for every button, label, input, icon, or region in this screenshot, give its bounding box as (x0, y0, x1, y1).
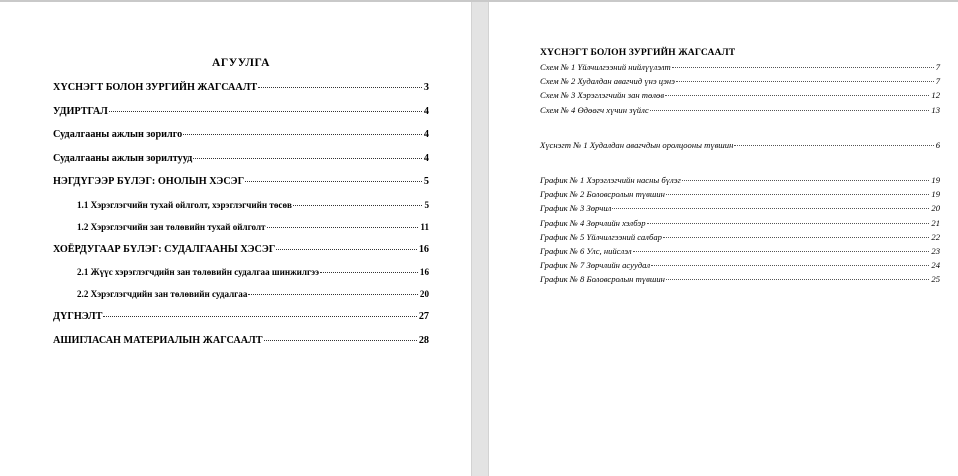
dot-leader (293, 204, 423, 206)
scheme-entry-label: Схем № 1 Үйлчилгээний нийлүүлэлт (540, 62, 671, 72)
dot-leader (612, 207, 929, 209)
dot-leader (245, 180, 422, 182)
toc-entry-label: ХҮСНЭГТ БОЛОН ЗУРГИЙН ЖАГСААЛТ (53, 82, 258, 93)
graph-entry[interactable] (540, 218, 940, 228)
list-spacer-2 (540, 154, 940, 175)
dot-leader (276, 248, 417, 250)
graph-entry-page-number: 19 (931, 189, 940, 200)
scheme-entry-page-number: 12 (931, 90, 940, 101)
dot-leader (109, 110, 422, 112)
dot-leader (193, 157, 422, 159)
graph-entry-label: График № 6 Улс, нийслэл (540, 245, 632, 256)
graph-entry-page-number: 21 (931, 217, 940, 228)
toc-entry[interactable] (53, 176, 429, 187)
toc-entry[interactable] (53, 289, 429, 299)
toc-entry[interactable] (53, 82, 429, 93)
dot-leader (734, 144, 933, 146)
dot-leader (663, 236, 929, 238)
toc-entry[interactable] (53, 335, 429, 346)
graph-list (540, 175, 940, 284)
toc-entry[interactable] (53, 244, 429, 255)
toc-entry-page-number: 16 (419, 267, 429, 277)
dot-leader (183, 133, 422, 135)
dot-leader (258, 86, 422, 88)
scheme-entry-page-number: 7 (935, 76, 940, 87)
toc-entry-page-number: 4 (423, 152, 429, 164)
toc-entry-label: АШИГЛАСАН МАТЕРИАЛЫН ЖАГСААЛТ (53, 334, 263, 346)
dot-leader (651, 264, 929, 266)
page-left (0, 0, 472, 476)
table-entry-label: Хүснэгт № 1 Худалдан авагчдын оролцооны түвшин (540, 139, 734, 150)
toc-entry-page-number: 28 (418, 334, 429, 346)
list-spacer-1 (540, 119, 940, 140)
graph-entry-label: График № 1 Хэрэглэгчийн насны бүлэг (540, 174, 681, 185)
dot-leader (633, 250, 930, 252)
toc-entry-label: ХОЁРДУГААР БҮЛЭГ: СУДАЛГААНЫ ХЭСЭГ (53, 243, 276, 255)
graph-entry-label: График № 2 Боловсролын түвшин (540, 189, 665, 200)
scheme-list (540, 62, 940, 115)
graph-entry-label: График № 8 Боловсролын түвшин (540, 274, 665, 285)
graph-entry-label: График № 4 Зөрчлийн хэлбэр (540, 217, 646, 228)
table-entry-page-number: 6 (935, 139, 940, 150)
graph-entry-page-number: 19 (931, 174, 940, 185)
table-entry[interactable] (540, 140, 940, 150)
toc-entry[interactable] (53, 129, 429, 140)
scheme-entry[interactable] (540, 76, 940, 86)
scheme-entry[interactable] (540, 62, 940, 72)
toc-entry-label: 2.2 Хэрэглэгчдийн зан төлөвийн судалгаа (77, 289, 248, 299)
toc-entry-page-number: 3 (423, 82, 429, 93)
dot-leader (647, 222, 930, 224)
dot-leader (672, 66, 934, 68)
toc-entry-label: Судалгааны ажлын зорилтууд (53, 152, 193, 164)
toc-entry-page-number: 20 (419, 289, 429, 299)
graph-entry[interactable] (540, 203, 940, 213)
dot-leader (264, 339, 417, 341)
graph-entry[interactable] (540, 175, 940, 185)
scheme-entry-label: Схем № 2 Худалдан авагчид үнэ цэнэ (540, 76, 675, 87)
dot-leader (248, 293, 418, 295)
dot-leader (650, 109, 930, 111)
toc-entry-page-number: 4 (423, 129, 429, 140)
dot-leader (676, 80, 934, 82)
toc-entry-page-number: 16 (418, 243, 429, 255)
graph-entry-label: График № 7 Зөрчлийн асуудал (540, 260, 651, 271)
toc-entry-page-number: 5 (424, 199, 429, 210)
toc-entry-label: НЭГДҮГЭЭР БҮЛЭГ: ОНОЛЫН ХЭСЭГ (53, 176, 245, 187)
toc-entry[interactable] (53, 267, 429, 277)
toc-entry[interactable] (53, 222, 429, 232)
toc-entry-label: Судалгааны ажлын зорилго (53, 129, 183, 140)
scheme-entry-label: Схем № 3 Хэрэглэгчийн зан төлөв (540, 90, 665, 101)
dot-leader (320, 271, 418, 273)
graph-entry[interactable] (540, 189, 940, 199)
toc-entry-page-number: 11 (420, 221, 429, 232)
graph-entry[interactable] (540, 260, 940, 270)
scheme-entry[interactable] (540, 90, 940, 100)
figure-list-heading: ХҮСНЭГТ БОЛОН ЗУРГИЙН ЖАГСААЛТ (540, 47, 736, 58)
toc-entry-page-number: 4 (423, 105, 429, 117)
viewer-top-divider (0, 0, 958, 2)
scheme-entry-label: Схем № 4 Өдөөгч хүчин зүйлс (540, 104, 649, 115)
graph-entry-page-number: 22 (931, 231, 940, 242)
scheme-entry-page-number: 13 (931, 104, 940, 115)
dot-leader (666, 193, 930, 195)
toc-entry[interactable] (53, 153, 429, 164)
toc-entry[interactable] (53, 106, 429, 117)
dot-leader (666, 278, 930, 280)
dot-leader (267, 226, 419, 228)
dot-leader (103, 315, 416, 317)
dot-leader (682, 179, 930, 181)
toc-entry-label: 2.1 Жүүс хэрэглэгчдийн зан төлөвийн судалгаа шинжилгээ (77, 267, 320, 277)
table-of-contents (53, 82, 429, 346)
graph-entry-page-number: 24 (931, 260, 940, 271)
graph-entry[interactable] (540, 246, 940, 256)
graph-entry[interactable] (540, 232, 940, 242)
graph-entry-page-number: 25 (931, 274, 940, 285)
table-list (540, 140, 940, 150)
page-separator (472, 0, 489, 476)
toc-entry-label: 1.1 Хэрэглэгчийн тухай ойлголт, хэрэглэгчийн төсөв (77, 199, 292, 210)
toc-entry-label: УДИРТГАЛ (53, 105, 108, 117)
toc-entry[interactable] (53, 311, 429, 322)
toc-entry-label: ДҮГНЭЛТ (53, 311, 103, 322)
scheme-entry-page-number: 7 (935, 62, 940, 72)
toc-entry-page-number: 27 (418, 311, 429, 322)
graph-entry-label: График № 5 Үйлчилгээний салбар (540, 231, 662, 242)
toc-entry[interactable] (53, 200, 429, 210)
graph-entry-page-number: 23 (931, 245, 940, 256)
graph-entry-page-number: 20 (931, 203, 940, 214)
graph-entry[interactable] (540, 274, 940, 284)
toc-entry-label: 1.2 Хэрэглэгчийн зан төлөвийн тухай ойлголт (77, 221, 266, 232)
scheme-entry[interactable] (540, 105, 940, 115)
page-title: АГУУЛГА (211, 57, 271, 69)
dot-leader (665, 94, 929, 96)
page-right (489, 0, 958, 476)
toc-entry-page-number: 5 (423, 176, 429, 187)
graph-entry-label: График № 3 Зөрчил (540, 203, 612, 214)
